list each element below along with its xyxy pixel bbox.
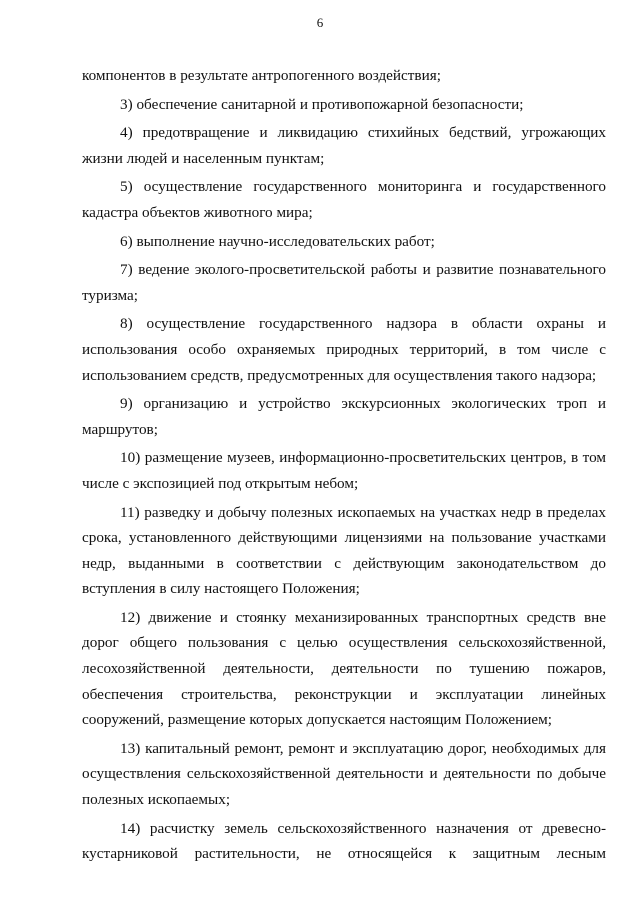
list-item-4: 4) предотвращение и ликвидацию стихийных бедствий, угрожающих жизни людей и населенным пунктам;	[82, 124, 606, 167]
list-item-12: 12) движение и стоянку механизированных транспортных средств вне дорог общего пользования с целью осуществления сельскохозяйственной, лесохозяйственной деятельности, деятельности по тушению пожаров, обеспечения строительства, реконструкции и эксплуатации линейных сооружений, размещение которых допускается настоящим Положением;	[82, 608, 606, 729]
list-item-6: 6) выполнение научно-исследовательских работ;	[120, 232, 435, 250]
list-item-9: 9) организацию и устройство экскурсионных экологических троп и маршрутов;	[82, 395, 606, 438]
list-item-11: 11) разведку и добычу полезных ископаемых на участках недр в пределах срока, установленного действующими лицензиями на пользование участками недр, выданными в соответствии с действующим законодательством до вступления в силу настоящего Положения;	[82, 503, 606, 598]
paragraph-continuation: компонентов в результате антропогенного воздействия;	[82, 67, 441, 84]
list-item-5: 5) осуществление государственного мониторинга и государственного кадастра объектов животного мира;	[82, 178, 606, 221]
list-item-8: 8) осуществление государственного надзора в области охраны и использования особо охраняемых природных территорий, в том числе с использованием средств, предусмотренных для осуществления такого надзора;	[82, 315, 606, 384]
list-item-3: 3) обеспечение санитарной и противопожарной безопасности;	[120, 95, 524, 113]
list-item-10: 10) размещение музеев, информационно-просветительских центров, в том числе с экспозицией под открытым небом;	[82, 449, 606, 492]
page-number: 6	[316, 15, 324, 30]
list-item-14: 14) расчистку земель сельскохозяйственного назначения от древесно-кустарниковой растительности, не относящейся к защитным лесным	[82, 819, 606, 863]
document-body	[82, 63, 606, 870]
list-item-13: 13) капитальный ремонт, ремонт и эксплуатацию дорог, необходимых для осуществления сельскохозяйственной деятельности и деятельности по добыче полезных ископаемых;	[82, 739, 606, 809]
list-item-7: 7) ведение эколого-просветительской работы и развитие познавательного туризма;	[82, 261, 606, 304]
